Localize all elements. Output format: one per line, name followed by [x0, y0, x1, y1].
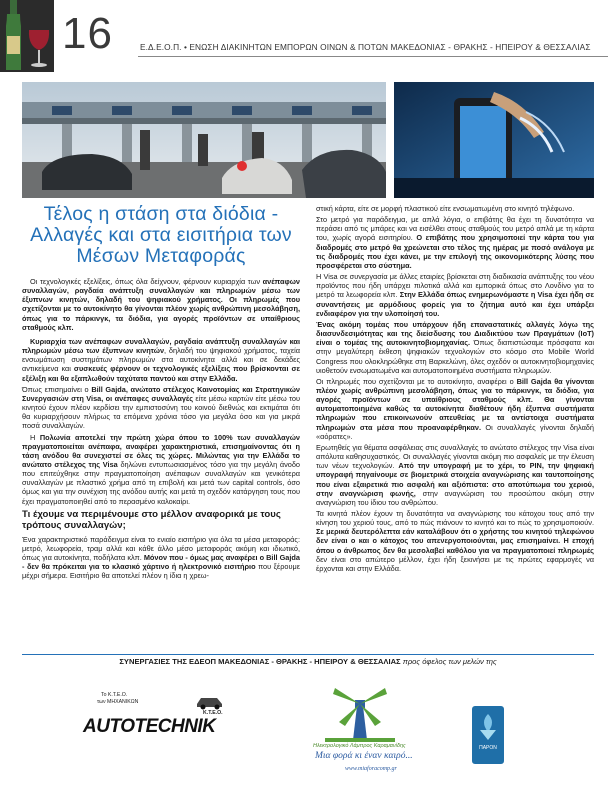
footer-divider [22, 654, 594, 655]
paragraph: Οι τεχνολογικές εξελίξεις, όπως όλα δείχνουν, φέρνουν κυριαρχία των ανέπαφων συναλλαγών, ραγδαία ανάπτυξη συναλλαγών και πληρωμών μέσω των έξυπνων κινητών, δηλαδή του ψηφιακού χρήματος. Οι πληρωμές που σχετίζονται με το αυτοκίνητο θα γίνονται πλέον χωρίς ανθρώπινη μεσολάβηση, όπως για το πάρκινγκ, τα διόδια, για αγορές προϊόντων σε υπαίθριους σταθμούς κλπ. [22, 277, 300, 332]
paragraph: Κυριαρχία των ανέπαφων συναλλαγών, ραγδαία ανάπτυξη συναλλαγών και πληρωμών μέσω των έξυπνων κινητών, δηλαδή του ψηφιακού χρήματος, ταχεία ενσωμάτωση συστημάτων πληρωμών στα αυτοκίνητα αλλά και σε δεκάδες αντικείμενα και συσκευές φέρνουν οι τεχνολογικές εξελίξεις που βρίσκονται σε εξέλιξη και θα εξαπλωθούν ταχύτατα παντού και στην Ελλάδα. [22, 336, 300, 383]
article-title: Τέλος η στάση στα διόδια - Αλλαγές και στα εισιτήρια των Μέσων Μεταφοράς [30, 203, 292, 267]
logo-caption: Το Κ.Τ.Ε.Ο. [101, 692, 128, 698]
paragraph: Ένας ακόμη τομέας που υπάρχουν ήδη επαναστατικές αλλαγές λόγω της διασυνδεσιμότητας και της διείσδυσης του Διαδικτύου των Πραγμάτων (IoT) είναι ο τομέας της αυτοκινητοβιομηχανίας. Όπως διαπιστώσαμε πρόσφατα και στην μεγαλύτερη έκθεση ψηφιακών τεχνολογιών στο κόσμο στο Mobile World Congress που ολοκληρώθηκε στη Βαρκελώνη, όλες σχεδόν οι αυτοκινητοβιομηχανίες υιοθετούν ενσωματωμένα και αυτοματοποιημένα συστήματα πληρωμών. [316, 319, 595, 375]
article-column-right [316, 204, 594, 575]
autotechnik-logo [75, 690, 255, 768]
paragraph: στική κάρτα, είτε σε μορφή πλαστικού είτε ενσωματωμένη στο κινητό τηλέφωνο. [316, 204, 575, 213]
header-divider [138, 56, 608, 57]
paragraph: Τα κινητά πλέον έχουν τη δυνατότητα να αναγνώρισης του κάτοχου τους από την κίνηση του χεριού τους, από το πώς πιάνουν το κινητό και το πώς το χρησιμοποιούν. Σε μερικά δευτερόλεπτα εάν καταλάβουν ότι ο χρήστης του κινητού τηλεφώνου δεν είναι ο και ο κάτοχος του απενεργοποιούνται, μας επισημαίνει. Η εποχή όπου ο άνθρωπος δεν θα μεσολαβεί καθόλου για να πραγματοποιεί πληρωμές δεν είναι στο απώτερο μέλλον, έχει ήδη ξεκινήσει με τις πρώτες εφαρμογές να έρχονται και στην Ελλάδα. [316, 509, 594, 573]
paragraph: Ερωτηθείς για θέματα ασφάλειας στις συναλλαγές το ανώτατο στέλεχος την Visa είναι απόλυτα καθησυχαστικός. Οι συναλλαγές γίνονται ακόμη πιο ασφαλείς με την έλευση των νέων τεχνολογιών. Από την υπογραφή με το χέρι, το PIN, την ψηφιακή υπογραφή πηγαίνουμε σε βιομετρικά στοιχεία αναγνώρισης και ταυτοποίησης που είναι εξαιρετικά πιο ασφαλή και αξιόπιστα: στο αποτύπωμα του χεριού, στην αναγνώριση φωνής, στην αναγνώριση του προσώπου ακόμη στην αναγνώριση του ίδιου του ανθρώπου. [316, 442, 595, 507]
logo-slogan: Μια φορά κι έναν καιρό... [315, 751, 413, 761]
footer-title: ΣΥΝΕΡΓΑΣΙΕΣ ΤΗΣ ΕΔΕΟΠ ΜΑΚΕΔΟΝΙΑΣ - ΘΡΑΚΗΣ - ΗΠΕΙΡΟΥ & ΘΕΣΣΑΛΙΑΣ προς όφελος των μελών της [119, 657, 497, 666]
footer-title-suffix: προς όφελος των μελών της [402, 657, 497, 666]
paragraph: Οι πληρωμές που σχετίζονται με το αυτοκίνητο, αναφέρει ο Bill Gajda θα γίνονται πλέον χωρίς ανθρώπινη μεσολάβηση, όπως για το πάρκινγκ, τα διόδια, για αγορές προϊόντων σε υπαίθριους σταθμούς κλπ. Θα γίνονται αυτοματοποιημένα καθώς τα αυτοκίνητα διαθέτουν ήδη έξυπνα συστήματα πληρωμών που επικοινωνούν απευθείας με τα αντίστοιχα συστήματα πληρωμών στα μέσα που προαναφέρθηκαν. Οι συναλλαγές γίνονται δηλαδή «αόρατες». [316, 376, 595, 441]
paragraph: Στο μετρό για παράδειγμα, με απλά λόγια, ο επιβάτης θα έχει τη δυνατότητα να περάσει από τις μπάρες και να εισέλθει στους σταθμούς του μετρό απλά με τη κάρτα του, χωρίς αγορά εισιτηρίου. Ο επιβάτης που χρησιμοποιεί την κάρτα του για διαδρομές στο μετρό θα χρεώνεται στο τέλος της ημέρας με ποσό ανάλογα με τις διαδρομές που έχει κάνει, με την επιλογή της οικονομικότερης λύσης που προσφέρεται στο σύστημα. [316, 215, 594, 270]
page-number: 16 [62, 9, 113, 58]
paron-logo [468, 700, 508, 770]
miaforacomp-logo [285, 684, 445, 780]
article-column-left [22, 204, 300, 582]
contactless-payment-photo [394, 82, 594, 198]
windmill-icon [325, 684, 395, 744]
wine-bottle-glass-icon [0, 0, 54, 72]
paron-emblem-icon [468, 700, 508, 770]
page-header [0, 0, 614, 72]
logo-label: ΠΑΡΟΝ [479, 745, 497, 751]
publication-header-title: Ε.Δ.Ε.Ο.Π. • ΕΝΩΣΗ ΔΙΑΚΙΝΗΤΩΝ ΕΜΠΟΡΩΝ ΟΙΝΩΝ & ΠΟΤΩΝ ΜΑΚΕΔΟΝΙΑΣ - ΘΡΑΚΗΣ - ΗΠΕΙΡΟΥ & ΘΕΣΣΑΛΙΑΣ [140, 42, 591, 52]
toll-booth-photo [22, 82, 386, 198]
paragraph: Η Visa σε συνεργασία με άλλες εταιρίες βρίσκεται στη διαδικασία ανάπτυξης του νέου προϊόντος που ήδη υπάρχει πιλοτικά αλλά και εμπορικά όπως στο Λονδίνο για το μετρό τα λεωφορεία κλπ. Στην Ελλάδα όπως ενημερωνόμαστε η Visa έχει ήδη σε συναντήσεις με αρμόδιους φορείς για το ζήτημα αυτό και έχει υπάρξει ενδιαφέρον για την υλοποίησή του. [316, 272, 594, 318]
paragraph: Όπως επισημαίνει ο Bill Gajda, ανώτατο στέλεχος Καινοτομίας και Στρατηγικών Συνεργασιών στη Visa, οι ανέπαφες συναλλαγές είτε μέσω καρτών είτε μέσω του κινητού έχουν πλέον κερδίσει την εμπιστοσύνη του κοινού διεθνώς και εκτιμάται ότι θα κυριαρχήσουν πλήρως τα επόμενα χρόνια τόσο για μεγάλα όσο και για μικρά ποσά συναλλαγών. [22, 384, 300, 431]
car-icon [195, 690, 225, 710]
article-subheading: Τι έχουμε να περιμένουμε στο μέλλον αναφορικά με τους τρόπους συναλλαγών; [22, 508, 281, 532]
logo-company-name: Ηλεκτρολογικό Λάμπρος Καραμανίδης [313, 743, 406, 749]
logo-badge: Κ.Τ.Ε.Ο. [203, 710, 223, 716]
paragraph: Ένα χαρακτηριστικό παράδειγμα είναι το ενιαίο εισιτήριο για όλα τα μέσα μεταφοράς: μετρό, λεωφορεία, τραμ αλλά και κάθε άλλο μέσο μεταφοράς ακόμη και ιδιωτικό, όπως για αυτοκίνητα, ποδήλατα κλπ. Μόνον που - όμως μας αναφέρει ο Bill Gajda - δεν θα πρόκειται για το κλασικό χάρτινο ή ηλεκτρονικό εισιτήριο που ξέρουμε μέχρι σήμερα. Εισιτήριο θα αποτελεί πλέον η ίδια η χρεω- [22, 534, 300, 581]
logo-url: www.miaforacomp.gr [345, 766, 397, 772]
logo-caption: των ΜΗΧΑΝΙΚΩΝ [97, 699, 139, 705]
article-photos [22, 82, 594, 198]
autotechnik-wordmark: AUTOTECHNIK [83, 716, 216, 737]
paragraph: Η Πολωνία αποτελεί την πρώτη χώρα όπου το 100% των συναλλαγών πραγματοποιείται ανέπαφα, αναφέρει χαρακτηριστικά, επισημαίνοντας ότι η τάση ανόδου θα συνεχιστεί σε όλες τις χώρες. Μιλώντας για την Ελλάδα το ανώτατο στέλεχος της Visa δηλώνει εντυπωσιασμένος τόσο για την μεγάλη άνοδο που επιτεύχθηκε στην πραγματοποίηση ανέπαφων συναλλαγών και γενικότερα συναλλαγών με πλαστικό χρήμα από τη επιβολή και μετά των capital controls, όσο όμως και για την συνέχιση της ανόδου αυτής και μετά τη σχεδόν κατάργηση τους που έχει πραγματοποιηθεί από το περασμένο καλοκαίρι. [22, 432, 300, 506]
